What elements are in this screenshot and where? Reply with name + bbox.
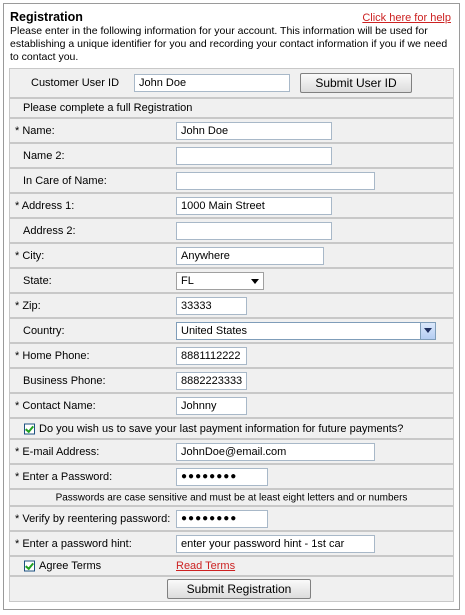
chevron-down-icon (251, 279, 259, 284)
country-row (9, 318, 454, 343)
registration-header (4, 4, 459, 68)
complete-registration-row (9, 98, 454, 118)
country-select[interactable] (176, 322, 436, 340)
zip-label: * Zip: (15, 299, 41, 312)
in-care-of-input[interactable] (176, 172, 375, 190)
zip-input[interactable]: 33333 (176, 297, 247, 315)
verify-password-input[interactable]: ●●●●●●●● (176, 510, 268, 528)
read-terms-link[interactable]: Read Terms (176, 560, 236, 572)
name-label: * Name: (15, 124, 55, 137)
contact-name-input[interactable]: Johnny (176, 397, 247, 415)
submit-registration-button[interactable]: Submit Registration (167, 579, 311, 599)
password-hint-input[interactable]: enter your password hint - 1st car (176, 535, 375, 553)
in-care-of-label: In Care of Name: (23, 174, 107, 187)
password-row (9, 464, 454, 489)
in-care-of-row (9, 168, 454, 193)
customer-id-row (9, 68, 454, 98)
city-row (9, 243, 454, 268)
help-link[interactable]: Click here for help (362, 12, 451, 24)
city-input[interactable]: Anywhere (176, 247, 324, 265)
name2-input[interactable] (176, 147, 332, 165)
chevron-down-icon (424, 328, 432, 333)
contact-name-row (9, 393, 454, 418)
submit-user-id-button[interactable]: Submit User ID (300, 73, 412, 93)
state-label: State: (23, 274, 52, 287)
name-row (9, 118, 454, 143)
address1-row (9, 193, 454, 218)
address2-row (9, 218, 454, 243)
checkmark-icon (25, 423, 34, 432)
agree-terms-row (9, 556, 454, 576)
checkmark-icon (25, 561, 34, 570)
name-input[interactable]: John Doe (176, 122, 332, 140)
email-input[interactable]: JohnDoe@email.com (176, 443, 375, 461)
home-phone-label: * Home Phone: (15, 349, 90, 362)
city-label: * City: (15, 249, 45, 262)
contact-name-label: * Contact Name: (15, 399, 96, 412)
registration-panel (3, 3, 460, 610)
page-title: Registration (10, 10, 83, 24)
email-label: * E-mail Address: (15, 445, 100, 458)
business-phone-row (9, 368, 454, 393)
address2-label: Address 2: (23, 224, 76, 237)
address1-label: * Address 1: (15, 199, 75, 212)
password-note: Passwords are case sensitive and must be at least eight letters and or numbers (55, 492, 408, 503)
country-selected-value: United States (181, 324, 248, 337)
state-row (9, 268, 454, 293)
address2-input[interactable] (176, 222, 332, 240)
business-phone-label: Business Phone: (23, 374, 106, 387)
agree-terms-checkbox[interactable] (24, 561, 35, 572)
password-hint-label: * Enter a password hint: (15, 537, 132, 550)
country-label: Country: (23, 324, 65, 337)
country-dropdown-button[interactable] (420, 323, 435, 339)
password-label: * Enter a Password: (15, 470, 113, 483)
intro-text: Please enter in the following information for your account. This information will be used for establishing a unique identifier for you and recording your contact information if you if we need to contact you. (10, 25, 448, 63)
business-phone-input[interactable]: 8882223333 (176, 372, 247, 390)
submit-row (9, 576, 454, 602)
agree-terms-label: Agree Terms (39, 560, 102, 572)
password-hint-row (9, 531, 454, 556)
password-note-row (9, 489, 454, 506)
zip-row (9, 293, 454, 318)
home-phone-input[interactable]: 8881112222 (176, 347, 247, 365)
complete-registration-note: Please complete a full Registration (23, 102, 193, 114)
state-select[interactable] (176, 272, 264, 290)
address1-input[interactable]: 1000 Main Street (176, 197, 332, 215)
verify-password-row (9, 506, 454, 531)
password-input[interactable]: ●●●●●●●● (176, 468, 268, 486)
name2-label: Name 2: (23, 149, 65, 162)
save-payment-checkbox[interactable] (24, 423, 35, 434)
name2-row (9, 143, 454, 168)
save-payment-label: Do you wish us to save your last payment information for future payments? (39, 422, 404, 435)
home-phone-row (9, 343, 454, 368)
customer-id-label: Customer User ID (31, 77, 120, 89)
verify-password-label: * Verify by reentering password: (15, 512, 171, 525)
save-payment-row (9, 418, 454, 439)
customer-id-input[interactable]: John Doe (134, 74, 290, 92)
state-selected-value: FL (181, 274, 194, 287)
email-row (9, 439, 454, 464)
